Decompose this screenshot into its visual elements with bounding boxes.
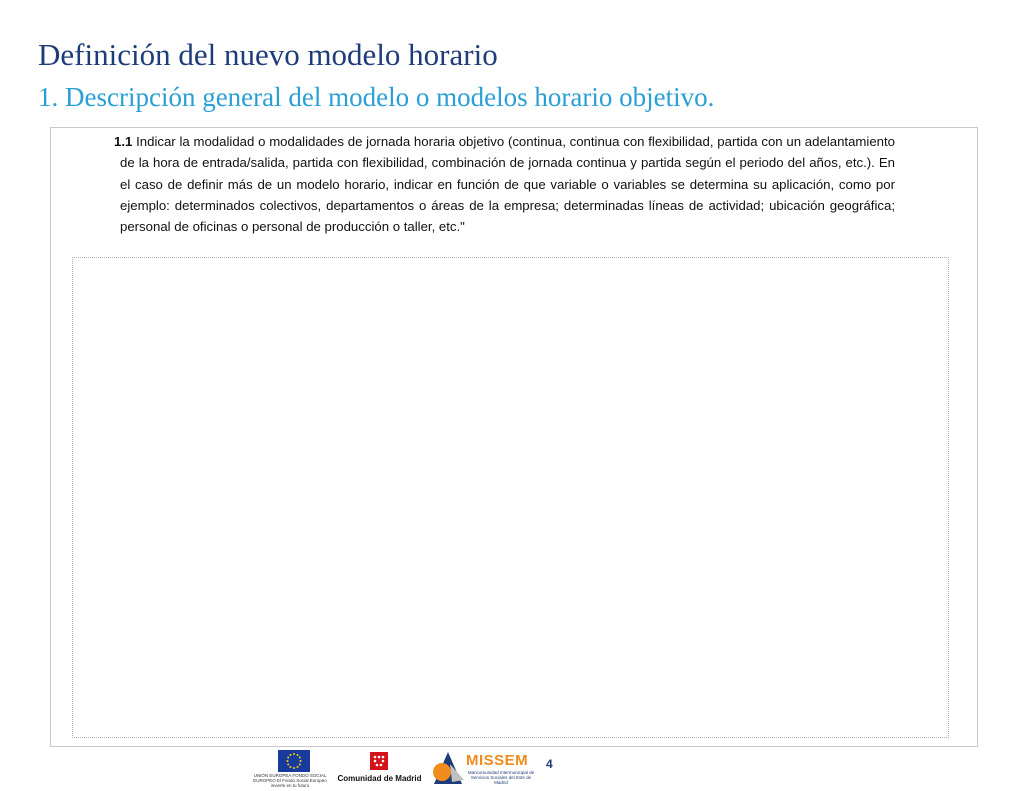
- page-number: 4: [546, 757, 553, 771]
- eu-flag-icon: [278, 750, 310, 772]
- page-title: Definición del nuevo modelo horario: [38, 37, 498, 72]
- madrid-logo: [332, 748, 427, 791]
- missem-subtitle: Mancomunidad Intermunicipal de Servicios Sociales del Este de Madrid: [467, 770, 535, 786]
- eu-logo-text: UNIÓN EUROPEA FONDO SOCIAL EUROPEO El Fondo Social Europeo invierte en tu futuro: [253, 773, 327, 788]
- page-subtitle: 1. Descripción general del modelo o modelos horario objetivo.: [38, 82, 715, 112]
- footer-logos: [250, 748, 570, 791]
- madrid-logo-text: Comunidad de Madrid: [337, 774, 422, 783]
- missem-name: MISSEM: [466, 752, 529, 769]
- missem-logo: [432, 748, 542, 791]
- eu-logo: [250, 748, 330, 791]
- instruction-text: Indicar la modalidad o modalidades de jornada horaria objetivo (continua, continua con flexibilidad, partida con un adelantamiento de la hora de entrada/salida, partida con flexibilidad, combinación de jornada continua y partida según el periodo del años, etc.). En el caso de definir más de un modelo horario, indicar en función de que variable o variables se determina su aplicación, como por ejemplo: determinados colectivos, departamentos o áreas de la empresa; determinadas líneas de actividad; ubicación geográfica; personal de oficinas o personal de producción o taller, etc.": [120, 134, 895, 235]
- instruction-paragraph: [114, 131, 895, 237]
- answer-area[interactable]: [72, 257, 949, 738]
- missem-triangle-icon: [432, 750, 466, 790]
- instruction-number: 1.1: [114, 134, 133, 149]
- madrid-stars-icon: [370, 752, 388, 770]
